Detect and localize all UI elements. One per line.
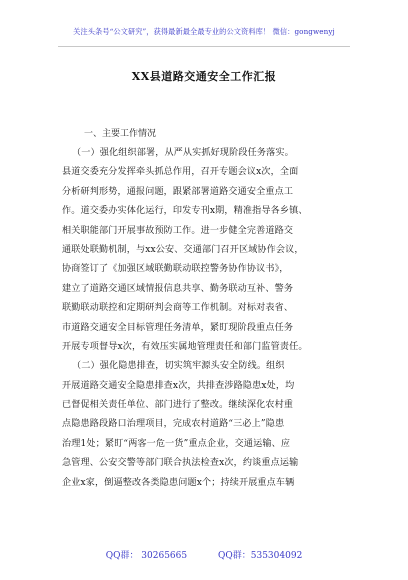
text-line: 联勤联动联控和定期研判会商等工作机制。对标对表省、 <box>62 303 294 314</box>
text-line: 点隐患路段路口治理项目，完成农村道路“三必上”隐患 <box>62 419 285 430</box>
promo-banner: 关注头条号“公文研究”，获得最新最全最专业的公文资料库！ 微信：gongwenyj <box>73 27 335 36</box>
qq-group-2: QQ群：535304092 <box>218 551 303 561</box>
text-line: 已督促相关责任单位、部门进行了整改。继续深化农村重 <box>62 400 294 411</box>
text-line: 急管理、公安交警等部门联合执法检查x次，约谈重点运输 <box>62 458 299 469</box>
text-line: 建立了道路交通区域情报信息共享、勤务联动互补、警务 <box>62 283 294 294</box>
text-line: 开展专项督导x次，有效压实属地管理责任和部门监管责任。 <box>62 341 308 352</box>
text-line: 开展道路交通安全隐患排查x次，共排查涉路隐患x处，均 <box>62 380 295 391</box>
body-text <box>62 144 352 493</box>
text-line: （一）强化组织部署，从严从实抓好现阶段任务落实。 <box>72 148 294 158</box>
text-line: 作。道交委办实体化运行，印发专刊x期，精准指导各乡镇、 <box>62 206 308 217</box>
text-line: 相关职能部门开展事故预防工作。进一步健全完善道路交 <box>62 225 294 236</box>
text-line: （二）强化隐患排查，切实筑牢源头安全防线。组织 <box>72 361 285 372</box>
text-line: 治理1处；紧盯“两客一危一货”重点企业，交通运输、应 <box>62 438 291 449</box>
header-divider <box>58 46 350 47</box>
text-line: 分析研判形势，通报问题，跟紧部署道路交通安全重点工 <box>62 186 294 197</box>
text-line: 协商签订了《加强区域联勤联动联控警务协作协议书》， <box>62 264 289 275</box>
document-title: XX县道路交通安全工作汇报 <box>131 70 277 83</box>
text-line: 县道交委充分发挥牵头抓总作用，召开专题会议x次，全面 <box>62 167 299 178</box>
text-line: 通联处联勤机制，与xx公安、交通部门召开区域协作会议， <box>62 244 304 255</box>
text-line: 企业x家，倒逼整改各类隐患问题x个；持续开展重点车辆 <box>62 477 295 488</box>
section-heading: 一、主要工作情况 <box>84 129 157 139</box>
qq-footer <box>0 548 408 561</box>
qq-group-1: QQ群： 30265665 <box>105 551 188 561</box>
text-line: 市道路交通安全目标管理任务清单，紧盯现阶段重点任务 <box>62 322 294 333</box>
